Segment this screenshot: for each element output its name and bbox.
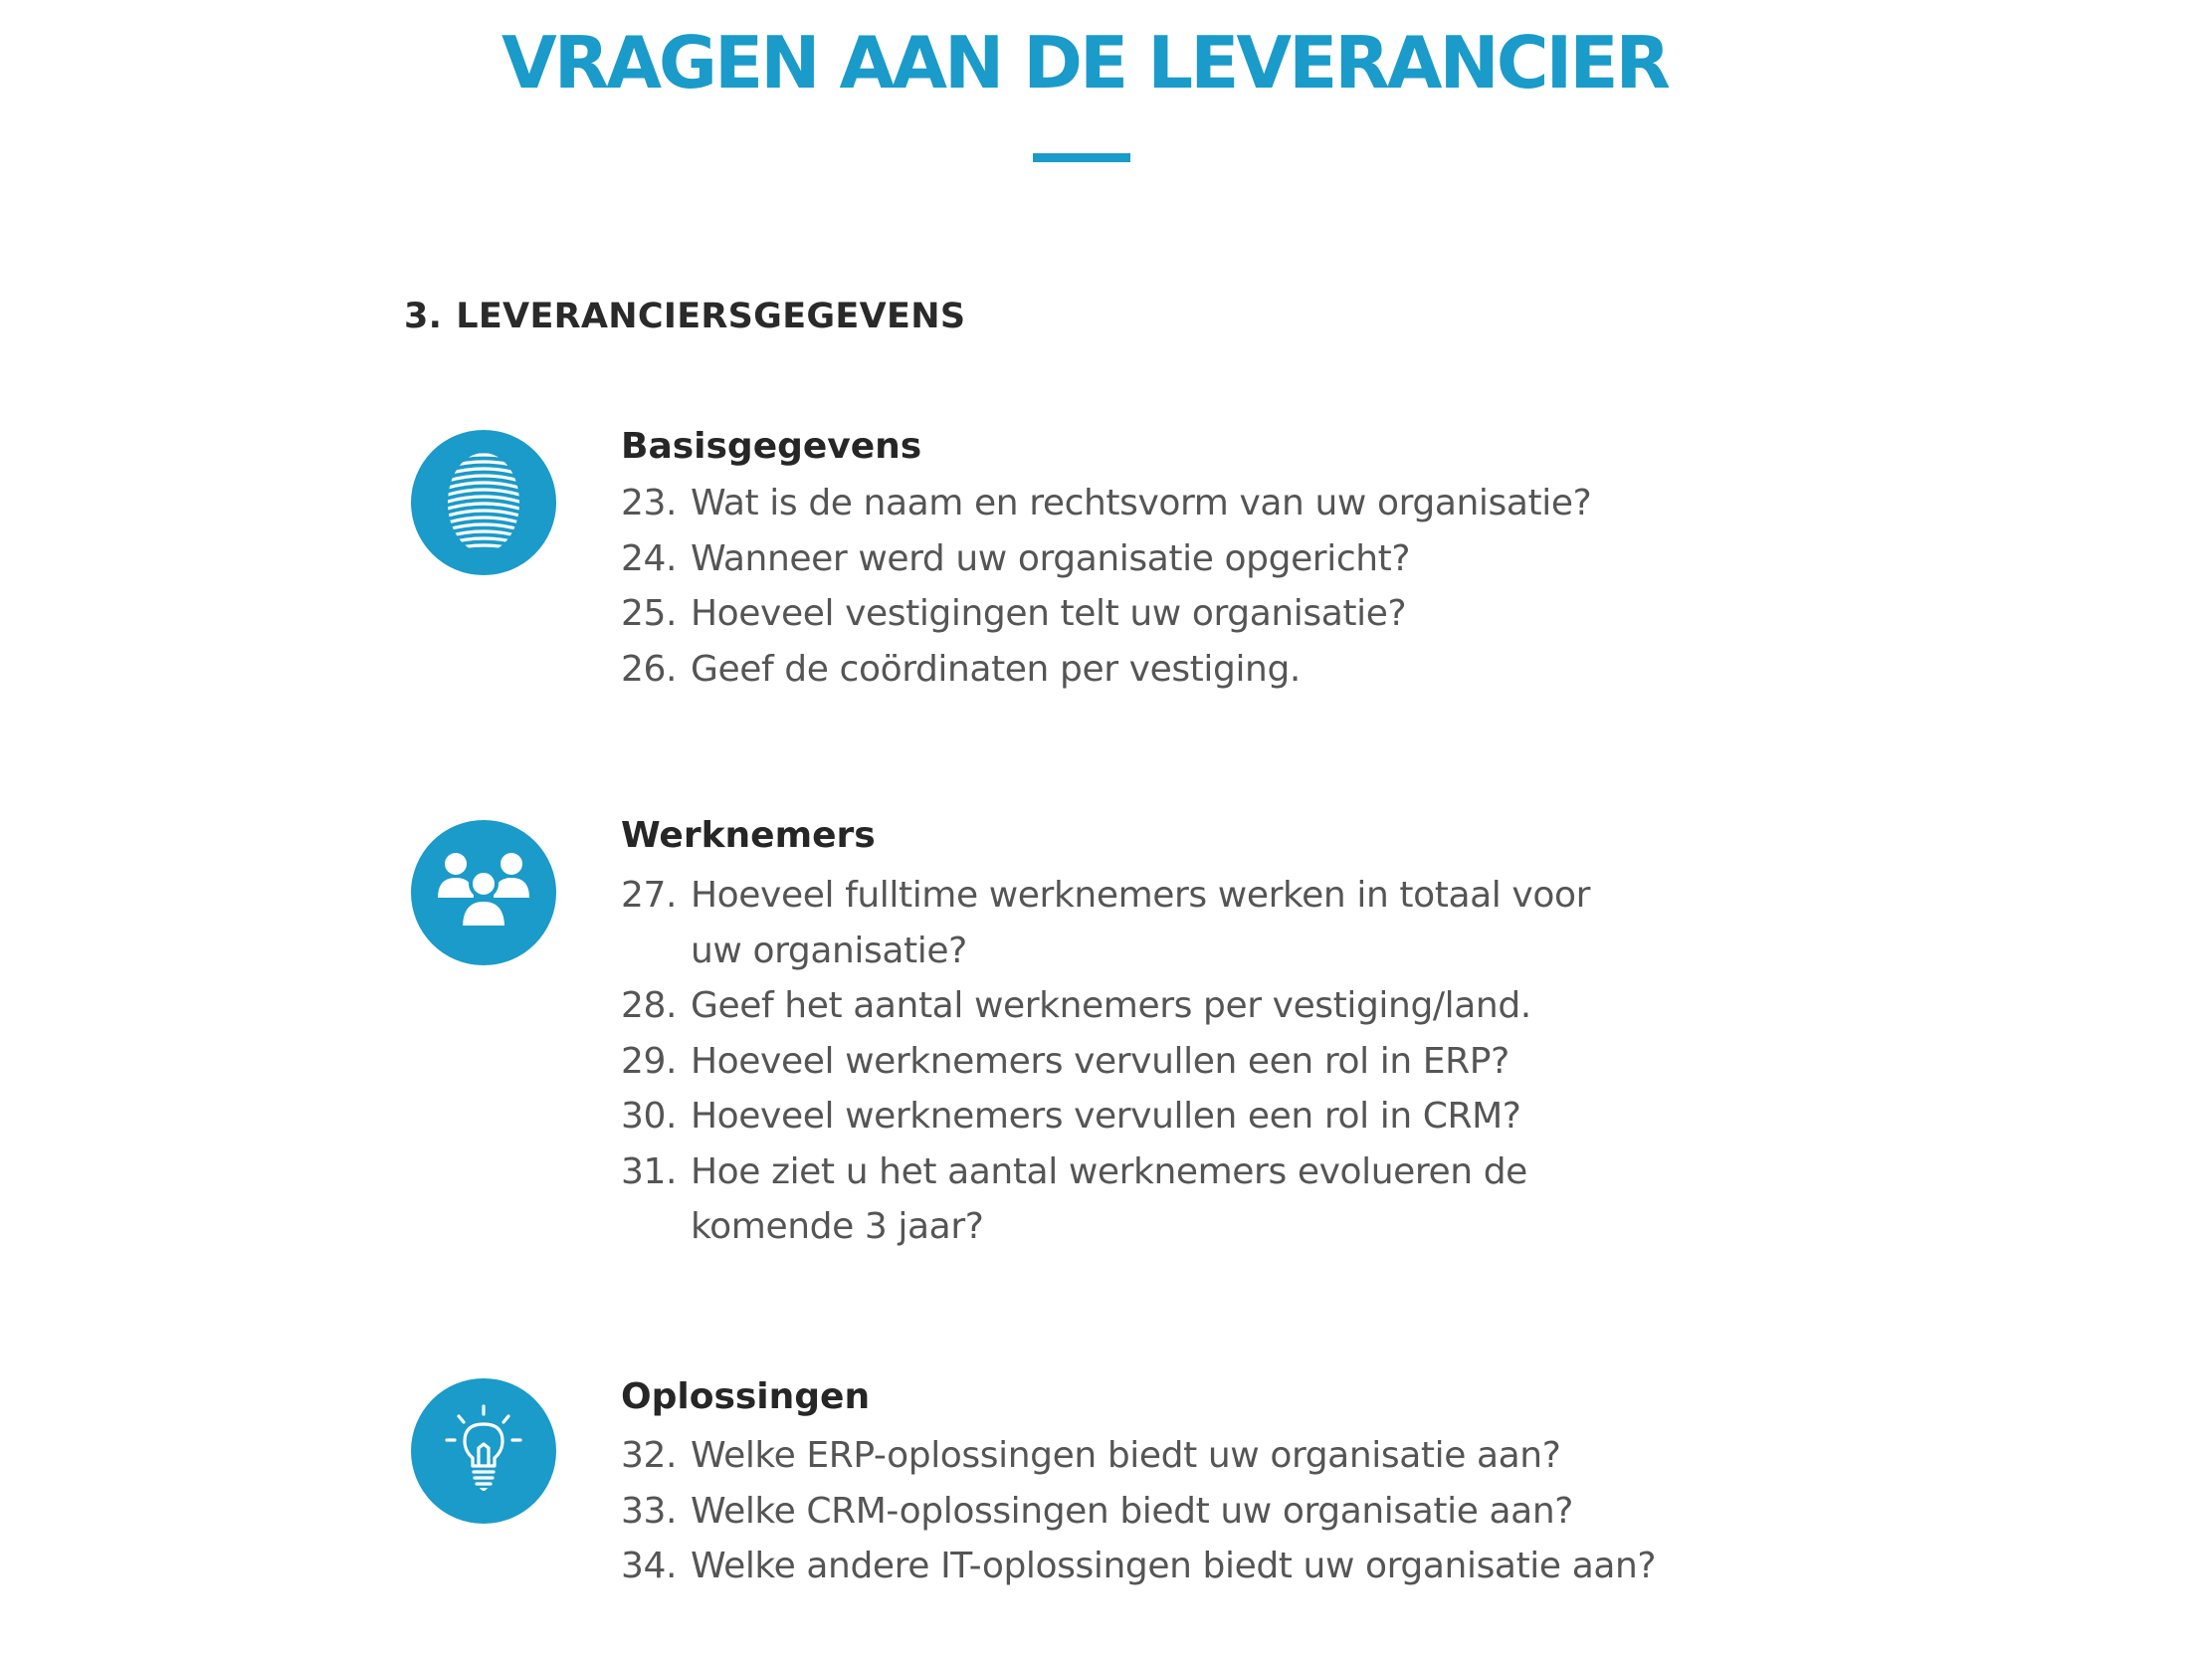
question-text: Geef het aantal werknemers per vestiging/land. [691,985,1531,1026]
question-text: Welke CRM-oplossingen biedt uw organisatie aan? [691,1490,1573,1532]
question-item [621,1089,1815,1144]
question-item [621,868,1815,978]
question-item [621,476,1815,531]
question-number: 28. [621,985,678,1026]
question-item [621,586,1815,642]
question-text: Hoeveel werknemers vervullen een rol in ERP? [691,1040,1509,1082]
question-text: Welke andere IT-oplossingen biedt uw organisatie aan? [691,1546,1657,1586]
question-number: 30. [621,1096,678,1137]
section-title: LEVERANCIERSGEGEVENS [456,297,966,336]
question-item [621,1034,1815,1090]
question-number: 31. [621,1150,678,1192]
question-number: 29. [621,1040,678,1082]
people-group-icon [411,820,556,965]
question-text: Hoeveel fulltime werknemers werken in totaal voor uw organisatie? [691,875,1590,971]
question-item [621,1428,1815,1484]
question-item [621,978,1815,1034]
question-number: 34. [621,1546,678,1586]
section-number: 3. [404,297,443,336]
question-number: 32. [621,1435,678,1476]
fingerprint-icon [411,430,556,575]
question-text: Welke ERP-oplossingen biedt uw organisatie aan? [691,1435,1561,1476]
question-item [621,1144,1815,1255]
question-text: Wanneer werd uw organisatie opgericht? [691,537,1411,579]
question-item [621,531,1815,587]
question-number: 26. [621,648,678,690]
question-list [621,868,1815,1255]
question-item [621,1539,1815,1594]
question-item [621,642,1815,698]
question-number: 24. [621,537,678,579]
block-title: Oplossingen [621,1376,871,1417]
section-heading [404,295,965,338]
page-title: VRAGEN AAN DE LEVERANCIER [502,21,1668,104]
title-underline [1033,153,1130,162]
question-number: 27. [621,875,678,916]
lightbulb-icon [411,1378,556,1524]
question-text: Hoe ziet u het aantal werknemers evolueren de komende 3 jaar? [691,1150,1527,1247]
question-list [621,1428,1815,1594]
question-number: 25. [621,593,678,634]
question-text: Geef de coördinaten per vestiging. [691,648,1301,690]
question-number: 33. [621,1490,678,1532]
question-list [621,476,1815,697]
block-title: Werknemers [621,815,876,856]
question-text: Hoeveel werknemers vervullen een rol in CRM? [691,1096,1521,1137]
question-text: Wat is de naam en rechtsvorm van uw organisatie? [691,483,1592,523]
question-text: Hoeveel vestigingen telt uw organisatie? [691,593,1407,634]
question-item [621,1484,1815,1540]
block-title: Basisgegevens [621,426,922,467]
question-number: 23. [621,483,678,523]
